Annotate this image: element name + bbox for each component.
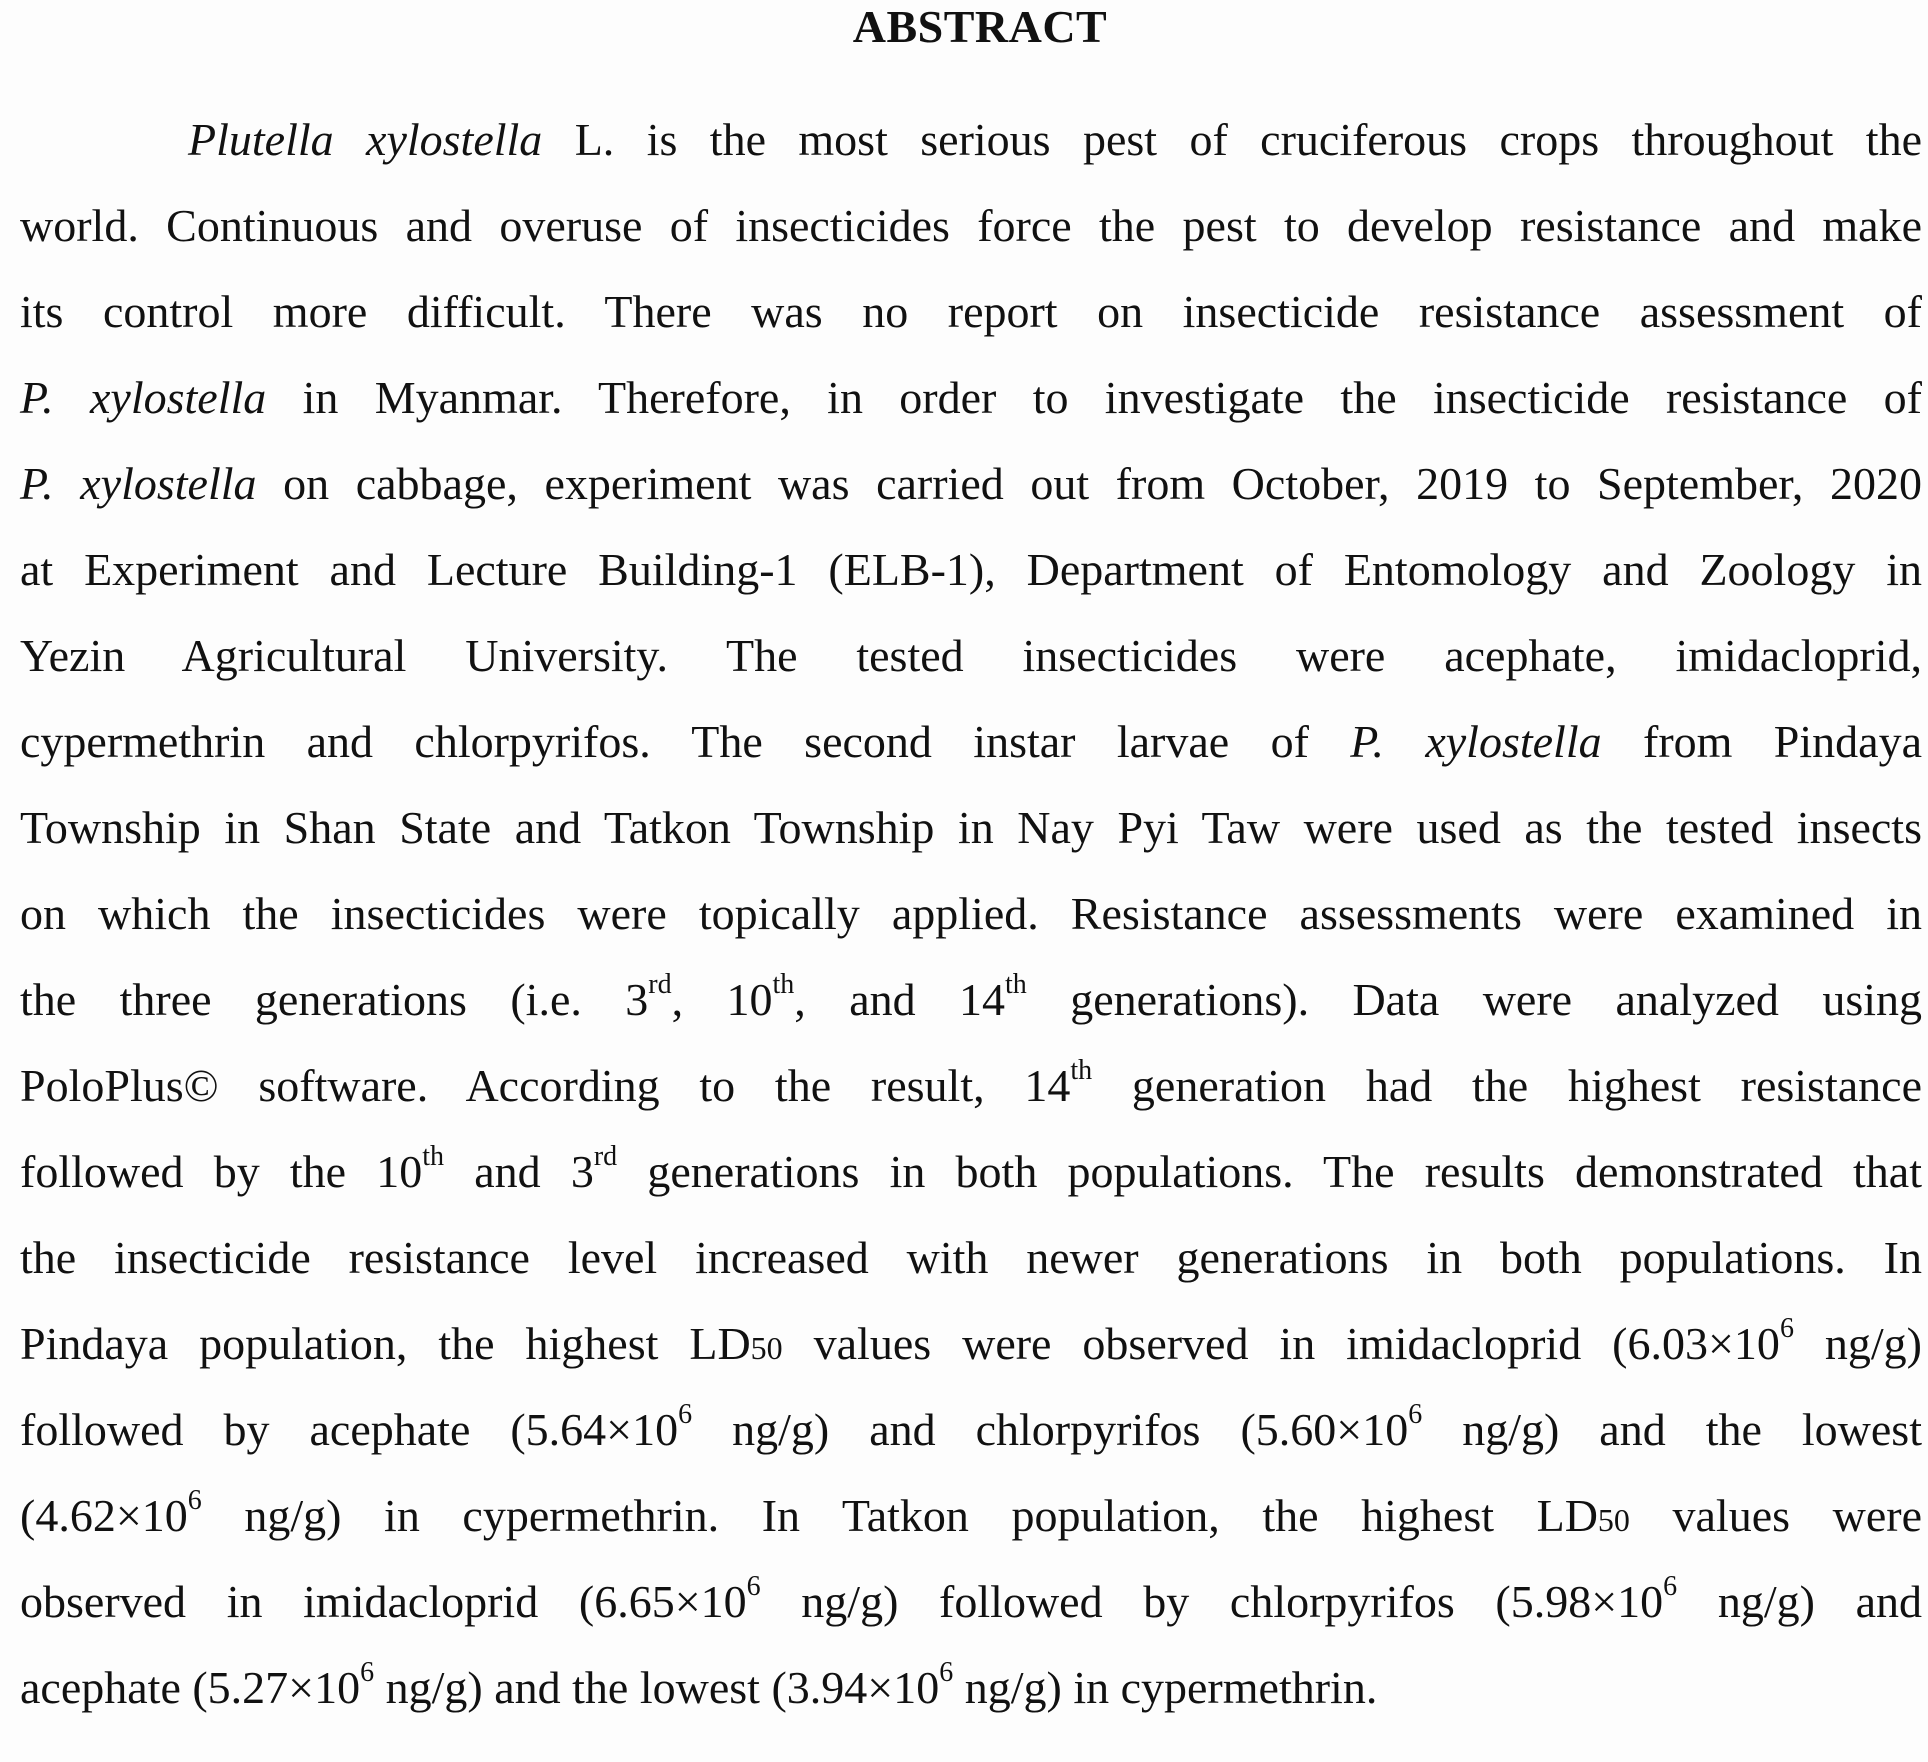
ordinal-suffix: rd xyxy=(593,1140,618,1172)
species-name: P. xylostella xyxy=(1350,716,1602,767)
ld-subscript: 50 xyxy=(750,1330,783,1366)
text-line: the three generations (i.e. 3rd, 10th, and 14th generations). Data were analyzed using xyxy=(20,968,1923,1025)
species-name: P. xylostella xyxy=(20,372,267,423)
text-line: P. xylostella on cabbage, experiment was carried out from October, 2019 to September, 2020 xyxy=(20,458,1922,509)
text-line: on which the insecticides were topically applied. Resistance assessments were examined in xyxy=(20,888,1922,939)
text-line: followed by the 10th and 3rd generations in both populations. The results demonstrated that xyxy=(20,1140,1923,1197)
species-name: Plutella xylostella xyxy=(188,114,543,165)
exponent: 6 xyxy=(1663,1570,1678,1602)
abstract-heading: ABSTRACT xyxy=(852,1,1108,52)
ordinal-suffix: th xyxy=(422,1140,445,1172)
text-line: world. Continuous and overuse of insecticides force the pest to develop resistance and make xyxy=(20,200,1922,251)
text-line: Plutella xylostella L. is the most serious pest of cruciferous crops throughout the xyxy=(188,114,1922,165)
exponent: 6 xyxy=(187,1484,202,1516)
ordinal-suffix: th xyxy=(1005,968,1027,1000)
ordinal-suffix: th xyxy=(1070,1054,1093,1086)
text-line: Township in Shan State and Tatkon Township in Nay Pyi Taw were used as the tested insects xyxy=(20,802,1922,853)
text-line: followed by acephate ($5.64\times 10^6$ ng/g) and chlorpyrifos ($5.60\times 10^6$ ng/g) and the lowest xyxy=(20,1398,1922,1455)
species-name: P. xylostella xyxy=(20,458,257,509)
text-line: at Experiment and Lecture Building-1 (ELB-1), Department of Entomology and Zoology in xyxy=(20,544,1922,595)
exponent: 6 xyxy=(746,1570,761,1602)
ordinal-suffix: rd xyxy=(648,968,672,1000)
text-line: Yezin Agricultural University. The tested insecticides were acephate, imidacloprid, xyxy=(20,630,1922,681)
text-line: the insecticide resistance level increased with newer generations in both populations. In xyxy=(20,1232,1922,1283)
abstract-paragraph xyxy=(20,112,1922,1746)
exponent: 6 xyxy=(360,1656,375,1688)
text-line: observed in imidacloprid ($6.65\times 10^6$ ng/g) followed by chlorpyrifos ($5.98\times 10^6$ ng/g) and xyxy=(20,1570,1922,1627)
text-line: cypermethrin and chlorpyrifos. The second instar larvae of P. xylostella from Pindaya xyxy=(20,716,1922,767)
exponent: 6 xyxy=(939,1656,954,1688)
text-line: acephate ($5.27\times 10^6$ ng/g) and the lowest ($3.94\times 10^6$ ng/g) in cypermethrin. xyxy=(20,1656,1378,1713)
exponent: 6 xyxy=(1408,1398,1423,1430)
exponent: 6 xyxy=(678,1398,693,1430)
ld-subscript: 50 xyxy=(1597,1502,1630,1538)
text-line: PoloPlus© software. According to the result, 14th generation had the highest resistance xyxy=(20,1054,1922,1111)
text-line: its control more difficult. There was no report on insecticide resistance assessment of xyxy=(20,286,1922,337)
text-line: ($4.62\times 10^6$ ng/g) in cypermethrin. In Tatkon population, the highest LD50 values were xyxy=(20,1484,1922,1541)
ordinal-suffix: th xyxy=(772,968,795,1000)
text-line: P. xylostella in Myanmar. Therefore, in order to investigate the insecticide resistance of xyxy=(20,372,1922,423)
exponent: 6 xyxy=(1779,1312,1794,1344)
text-line: Pindaya population, the highest LD50 values were observed in imidacloprid ($6.03\times 10^6$ ng/g) xyxy=(20,1312,1922,1369)
